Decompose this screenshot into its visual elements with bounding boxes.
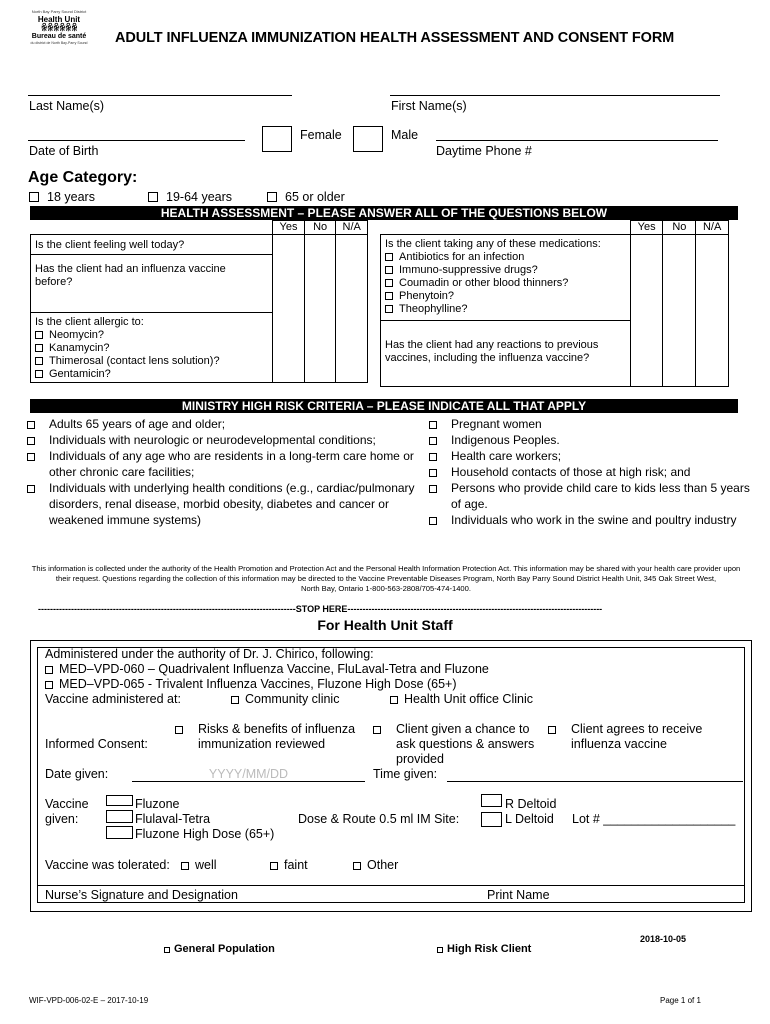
consent-agrees-l1: Client agrees to receive: [571, 722, 703, 736]
consent-agrees-option[interactable]: [548, 722, 562, 737]
answer-yes-col[interactable]: [630, 235, 663, 387]
checkbox-icon: [429, 437, 437, 445]
left-header-blank: [31, 221, 273, 235]
female-label: Female: [300, 128, 342, 142]
ministry-left-list: [27, 416, 417, 528]
allergy-thimerosal-label: Thimerosal (contact lens solution)?: [49, 355, 220, 367]
age-option-19-64[interactable]: [148, 190, 232, 204]
vaccine-given-label: [45, 797, 89, 827]
checkbox-icon: [164, 947, 170, 953]
consent-questions-l3: provided: [396, 752, 444, 766]
age-option-65[interactable]: [267, 190, 345, 204]
answer-no-col[interactable]: [663, 235, 696, 387]
criteria-indigenous[interactable]: [429, 432, 759, 448]
q-previous-reactions-l1: Has the client had any reactions to previous: [385, 339, 599, 351]
checkbox-icon: [35, 370, 43, 378]
criteria-underlying-cont2: [27, 512, 417, 528]
privacy-notice-l1: This information is collected under the authority of the Health Promotion and Protection Act and the Personal Health Information Protection Act. This information may be shared with your health care provider upon: [31, 564, 741, 573]
checkbox-icon: [385, 266, 393, 274]
first-name-input[interactable]: [390, 95, 720, 96]
tolerated-well-label: well: [195, 858, 217, 872]
form-id: WIF-VPD-006-02-E – 2017-10-19: [29, 996, 149, 1005]
tolerated-faint-label: faint: [284, 858, 308, 872]
time-given-input[interactable]: [447, 781, 743, 782]
col-yes: Yes: [273, 221, 305, 235]
criteria-long-term-care-label: Individuals of any age who are residents in a long-term care home or: [49, 449, 414, 463]
criteria-underlying-label: Individuals with underlying health conditions (e.g., cardiac/pulmonary: [49, 481, 415, 495]
consent-risks-text: [198, 722, 355, 752]
tolerated-other-label: Other: [367, 858, 399, 872]
age-19-64-label: 19-64 years: [166, 190, 233, 204]
signature-divider: [37, 885, 745, 886]
med-vpd-065-label: MED–VPD-065 - Trivalent Influenza Vaccines, Fluzone High Dose (65+): [59, 677, 457, 691]
criteria-swine-poultry[interactable]: [429, 512, 759, 528]
logo-people: ꆜꆜꆜꆜꆜꆜ: [40, 22, 78, 33]
time-given-label: Time given:: [373, 767, 438, 781]
q-previous-vaccine: [31, 255, 273, 313]
checkbox-icon: [35, 357, 43, 365]
med-coumadin-label: Coumadin or other blood thinners?: [399, 277, 569, 289]
health-unit-logo: [30, 10, 88, 56]
checkbox-icon: [429, 421, 437, 429]
consent-questions-l2: ask questions & answers: [396, 737, 535, 751]
checkbox-icon: [267, 192, 277, 202]
lot-number-field[interactable]: Lot # ___________________: [572, 812, 736, 826]
criteria-household-label: Household contacts of those at high risk; and: [451, 465, 691, 479]
date-given-label: Date given:: [45, 767, 109, 781]
criteria-underlying-cont1: [27, 496, 417, 512]
date-given-input[interactable]: YYYY/MM/DD: [132, 767, 365, 782]
fluzone-hd-checkbox[interactable]: [106, 826, 133, 839]
criteria-pregnant[interactable]: [429, 416, 759, 432]
allergy-thimerosal[interactable]: [35, 355, 268, 368]
community-clinic-label: Community clinic: [245, 692, 340, 706]
allergy-gentamicin[interactable]: [35, 368, 268, 381]
criteria-child-care-label2: of age.: [451, 497, 488, 511]
form-title: ADULT INFLUENZA IMMUNIZATION HEALTH ASSESSMENT AND CONSENT FORM: [115, 30, 675, 46]
high-risk-option[interactable]: [437, 943, 531, 955]
tolerated-faint[interactable]: [270, 858, 308, 873]
consent-risks-option[interactable]: [175, 722, 189, 737]
consent-agrees-l2: influenza vaccine: [571, 737, 667, 751]
criteria-child-care[interactable]: [429, 480, 759, 496]
consent-questions-option[interactable]: [373, 722, 387, 737]
med-phenytoin-label: Phenytoin?: [399, 290, 455, 302]
checkbox-icon: [385, 279, 393, 287]
male-checkbox[interactable]: [353, 126, 383, 152]
checkbox-icon: [429, 469, 437, 477]
criteria-neurologic[interactable]: [27, 432, 417, 448]
checkbox-icon: [390, 696, 398, 704]
checkbox-icon: [45, 666, 53, 674]
age-option-18[interactable]: [29, 190, 95, 204]
criteria-underlying-label2: disorders, renal disease, morbid obesity, diabetes and cancer or: [49, 497, 389, 511]
community-clinic-option[interactable]: [231, 692, 339, 707]
checkbox-icon: [429, 485, 437, 493]
med-phenytoin[interactable]: [385, 290, 626, 303]
logo-line1: North Bay Parry Sound District: [31, 9, 87, 14]
checkbox-icon: [429, 453, 437, 461]
tolerated-label: Vaccine was tolerated:: [45, 858, 170, 872]
checkbox-icon: [437, 947, 443, 953]
fluzone-hd-label: Fluzone High Dose (65+): [135, 827, 275, 841]
med-vpd-065[interactable]: [45, 677, 457, 692]
col-no: No: [304, 221, 336, 235]
fluzone-label: Fluzone: [135, 797, 180, 811]
med-coumadin[interactable]: [385, 277, 626, 290]
checkbox-icon: [231, 696, 239, 704]
med-immuno[interactable]: [385, 264, 626, 277]
r-deltoid-checkbox[interactable]: [481, 794, 502, 807]
allergy-kanamycin-label: Kanamycin?: [49, 342, 110, 354]
consent-risks-l2: immunization reviewed: [198, 737, 326, 751]
last-name-label: Last Name(s): [29, 99, 105, 113]
checkbox-icon: [27, 485, 35, 493]
q-medications: [381, 235, 631, 321]
checkbox-icon: [373, 726, 381, 734]
r-deltoid-label: R Deltoid: [505, 797, 557, 811]
q-previous-vaccine-l2: before?: [35, 276, 73, 288]
health-assessment-bar: HEALTH ASSESSMENT – PLEASE ANSWER ALL OF THE QUESTIONS BELOW: [30, 206, 738, 220]
criteria-long-term-care[interactable]: [27, 448, 417, 464]
right-header-blank: [381, 221, 631, 235]
ministry-right-list: [429, 416, 759, 528]
flulaval-checkbox[interactable]: [106, 810, 133, 823]
med-antibiotics[interactable]: [385, 251, 626, 264]
criteria-underlying-label3: weakened immune systems): [49, 513, 202, 527]
answer-na-col[interactable]: [336, 235, 368, 383]
authority-text: Administered under the authority of Dr. J. Chirico, following:: [45, 647, 374, 661]
page-number: Page 1 of 1: [660, 996, 701, 1005]
allergy-neomycin[interactable]: [35, 329, 268, 342]
dob-label: Date of Birth: [29, 144, 99, 158]
q-allergic: [31, 313, 273, 383]
med-vpd-060-label: MED–VPD-060 – Quadrivalent Influenza Vaccine, FluLaval-Tetra and Fluzone: [59, 662, 489, 676]
phone-label: Daytime Phone #: [436, 144, 532, 158]
dose-route-label: Dose & Route 0.5 ml IM Site:: [298, 812, 460, 826]
vaccine-given-l2: given:: [45, 812, 79, 826]
q-previous-vaccine-l1: Has the client had an influenza vaccine: [35, 263, 226, 275]
high-risk-label: High Risk Client: [447, 943, 532, 955]
male-label: Male: [391, 128, 419, 142]
answer-yes-col[interactable]: [273, 235, 305, 383]
last-name-input[interactable]: [28, 95, 292, 96]
general-population-label: General Population: [174, 943, 275, 955]
checkbox-icon: [385, 292, 393, 300]
admin-at-label: Vaccine administered at:: [45, 692, 181, 706]
informed-consent-label: Informed Consent:: [45, 737, 148, 751]
answer-na-col[interactable]: [696, 235, 729, 387]
q-previous-reactions-l2: vaccines, including the influenza vaccine?: [385, 352, 590, 364]
checkbox-icon: [548, 726, 556, 734]
logo-line5: du district de North Bay-Parry Sound: [30, 40, 88, 45]
left-assessment-table: [30, 220, 368, 383]
tolerated-other[interactable]: [353, 858, 398, 873]
consent-agrees-text: [571, 722, 702, 752]
med-antibiotics-label: Antibiotics for an infection: [399, 251, 525, 263]
checkbox-icon: [175, 726, 183, 734]
staff-heading: For Health Unit Staff: [317, 617, 453, 633]
criteria-long-term-care-label2: other chronic care facilities;: [49, 465, 195, 479]
med-vpd-060[interactable]: [45, 662, 489, 677]
q-feeling-well: Is the client feeling well today?: [31, 235, 273, 255]
allergy-kanamycin[interactable]: [35, 342, 268, 355]
print-name-label[interactable]: Print Name: [487, 888, 550, 902]
q-allergic-label: Is the client allergic to:: [35, 316, 144, 328]
consent-questions-l1: Client given a chance to: [396, 722, 530, 736]
female-checkbox[interactable]: [262, 126, 292, 152]
age-category-heading: Age Category:: [28, 169, 138, 186]
privacy-notice-l3: North Bay, Ontario 1-800-563-2808/705-474-1400.: [301, 584, 471, 593]
privacy-notice: [30, 564, 742, 594]
checkbox-icon: [27, 437, 35, 445]
checkbox-icon: [29, 192, 39, 202]
criteria-adults-65[interactable]: [27, 416, 417, 432]
med-theophylline[interactable]: [385, 303, 626, 316]
consent-questions-text: [396, 722, 534, 767]
answer-no-col[interactable]: [304, 235, 336, 383]
checkbox-icon: [148, 192, 158, 202]
med-immuno-label: Immuno-suppressive drugs?: [399, 264, 538, 276]
criteria-household[interactable]: [429, 464, 759, 480]
criteria-swine-poultry-label: Individuals who work in the swine and poultry industry: [451, 513, 737, 527]
criteria-long-term-care-cont: [27, 464, 417, 480]
criteria-underlying[interactable]: [27, 480, 417, 496]
checkbox-icon: [45, 681, 53, 689]
checkbox-icon: [35, 331, 43, 339]
criteria-neurologic-label: Individuals with neurologic or neurodevelopmental conditions;: [49, 433, 376, 447]
office-clinic-option[interactable]: [390, 692, 533, 707]
q-medications-label: Is the client taking any of these medications:: [385, 238, 601, 250]
consent-risks-l1: Risks & benefits of influenza: [198, 722, 356, 736]
fluzone-checkbox[interactable]: [106, 795, 133, 806]
checkbox-icon: [385, 305, 393, 313]
revision-date: 2018-10-05: [640, 934, 687, 944]
criteria-child-care-cont: [429, 496, 759, 512]
logo-line2: Health Unit: [37, 14, 81, 24]
ministry-criteria-bar: MINISTRY HIGH RISK CRITERIA – PLEASE INDICATE ALL THAT APPLY: [30, 399, 738, 413]
checkbox-icon: [270, 862, 278, 870]
criteria-health-workers-label: Health care workers;: [451, 449, 562, 463]
vaccine-given-l1: Vaccine: [45, 797, 89, 811]
criteria-pregnant-label: Pregnant women: [451, 417, 542, 431]
col-yes: Yes: [630, 221, 663, 235]
criteria-child-care-label: Persons who provide child care to kids less than 5 years: [451, 481, 750, 495]
first-name-label: First Name(s): [391, 99, 467, 113]
checkbox-icon: [181, 862, 189, 870]
checkbox-icon: [429, 517, 437, 525]
tolerated-well[interactable]: [181, 858, 217, 873]
checkbox-icon: [353, 862, 361, 870]
l-deltoid-checkbox[interactable]: [481, 812, 502, 827]
age-65-label: 65 or older: [285, 190, 345, 204]
l-deltoid-label: L Deltoid: [505, 812, 554, 826]
allergy-neomycin-label: Neomycin?: [49, 329, 105, 341]
checkbox-icon: [385, 253, 393, 261]
criteria-adults-65-label: Adults 65 years of age and older;: [49, 417, 226, 431]
criteria-health-workers[interactable]: [429, 448, 759, 464]
dob-input[interactable]: [28, 140, 245, 141]
criteria-indigenous-label: Indigenous Peoples.: [451, 433, 560, 447]
age-18-label: 18 years: [47, 190, 95, 204]
logo-line4: Bureau de santé: [31, 32, 87, 40]
flulaval-label: Flulaval-Tetra: [135, 812, 211, 826]
stop-here-divider: --------------------------------------------------------------------------------------STOP HERE-------------------------------------------------------------------------------------: [38, 604, 603, 614]
right-assessment-table: [380, 220, 729, 387]
allergy-gentamicin-label: Gentamicin?: [49, 368, 111, 380]
checkbox-icon: [27, 453, 35, 461]
med-theophylline-label: Theophylline?: [399, 303, 468, 315]
col-na: N/A: [336, 221, 368, 235]
q-previous-reactions: [381, 321, 631, 387]
office-clinic-label: Health Unit office Clinic: [404, 692, 533, 706]
general-population-option[interactable]: [164, 943, 275, 955]
nurse-signature-label[interactable]: Nurse’s Signature and Designation: [45, 888, 238, 902]
col-no: No: [663, 221, 696, 235]
checkbox-icon: [35, 344, 43, 352]
col-na: N/A: [696, 221, 729, 235]
checkbox-icon: [27, 421, 35, 429]
privacy-notice-l2: their request. Questions regarding the collection of this information may be directed to the Vaccine Preventable Diseases Program, North Bay Parry Sound District Health Unit, 345 Oak Street West,: [55, 574, 717, 583]
phone-input[interactable]: [436, 140, 718, 141]
